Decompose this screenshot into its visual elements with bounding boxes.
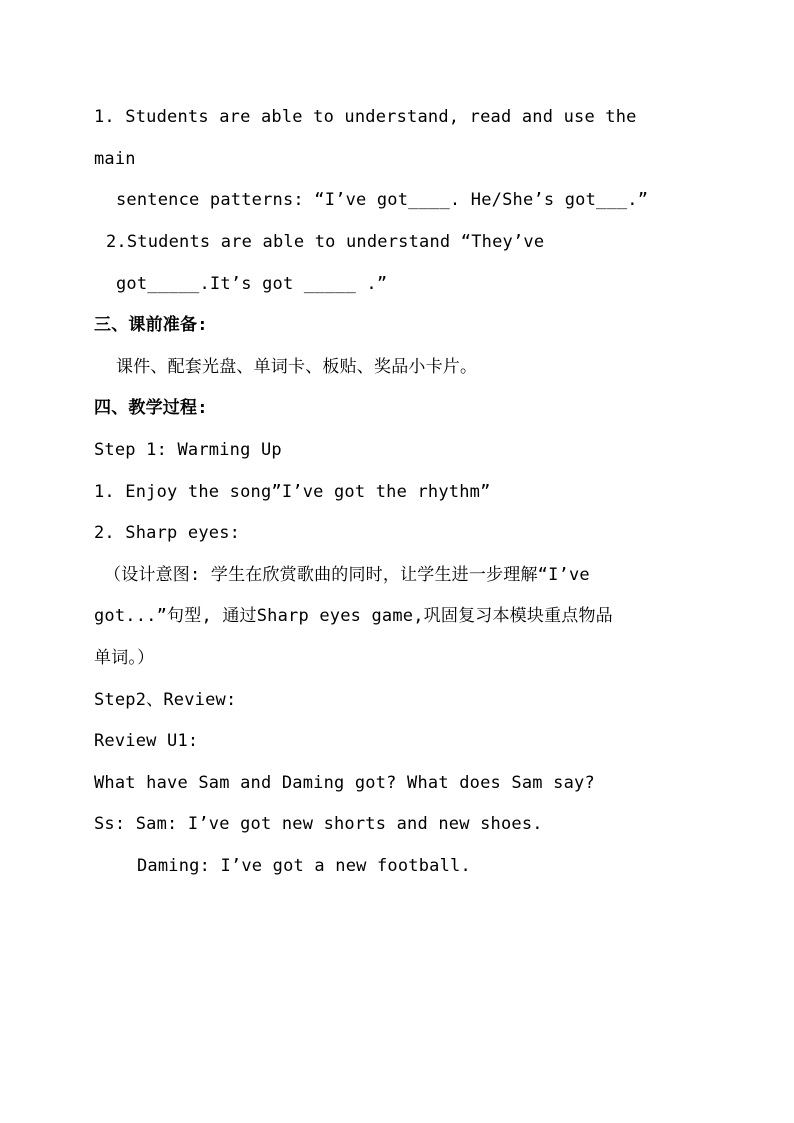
objective-1-line-c: sentence patterns: “I’ve got____. He/She’s got___.”: [116, 190, 649, 210]
section-heading-process: 四、教学过程:: [94, 398, 208, 418]
review-question: What have Sam and Daming got? What does Sam say?: [94, 773, 595, 793]
review-unit-1: Review U1:: [94, 731, 199, 751]
step-1-item-1: 1. Enjoy the song”I’ve got the rhythm”: [94, 482, 491, 502]
review-answer-sam: Ss: Sam: I’ve got new shorts and new shoes.: [94, 814, 543, 834]
step-2-heading: Step2、Review:: [94, 690, 237, 710]
review-answer-daming: Daming: I’ve got a new football.: [137, 856, 471, 876]
objective-2-line-b: got_____.It’s got _____ .”: [116, 274, 388, 294]
objective-1-line-a: 1. Students are able to understand, read and use the: [94, 107, 637, 127]
objective-2-line-a: 2.Students are able to understand “They’ve: [106, 232, 545, 252]
section-heading-preparation: 三、课前准备:: [94, 315, 208, 335]
design-intent-line-b: got...”句型, 通过Sharp eyes game,巩固复习本模块重点物品: [94, 606, 613, 626]
design-intent-line-a: （设计意图: 学生在欣赏歌曲的同时，让学生进一步理解“I’ve: [104, 565, 590, 585]
step-1-item-2: 2. Sharp eyes:: [94, 523, 241, 543]
objective-1-line-b: main: [94, 149, 136, 169]
step-1-heading: Step 1: Warming Up: [94, 440, 282, 460]
design-intent-line-c: 单词。）: [94, 648, 155, 668]
preparation-materials: 课件、配套光盘、单词卡、板贴、奖品小卡片。: [116, 357, 478, 377]
